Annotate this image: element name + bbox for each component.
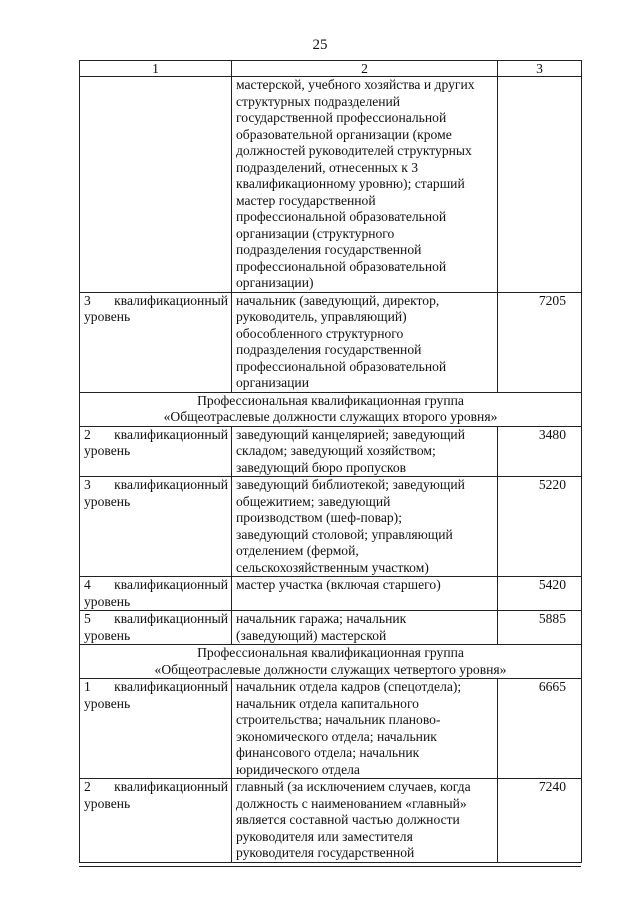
position-line: мастер участка (включая старшего) — [236, 577, 441, 592]
position-line: юридического отдела — [236, 761, 360, 777]
level-word: квалификационный — [114, 292, 228, 308]
position-line: экономического отдела; начальник — [236, 728, 437, 744]
position-line: подразделения государственной — [236, 342, 422, 357]
position-line: должностей руководителей структурных — [236, 143, 472, 158]
position-line: общежитием; заведующий — [236, 493, 391, 509]
level-unit: уровень — [84, 795, 131, 811]
level-label — [84, 577, 228, 594]
level-word: квалификационный — [114, 611, 228, 626]
position-line: структурных подразделений — [236, 93, 401, 109]
level-word: квалификационный — [114, 477, 228, 492]
level-cell — [80, 477, 232, 577]
position-line: руководителя или заместителя — [236, 828, 413, 844]
position-line: организации — [236, 375, 309, 390]
position-line: строительства; начальник планово- — [236, 712, 441, 727]
level-word: квалификационный — [114, 779, 228, 794]
position-cell — [232, 577, 498, 611]
position-line: начальник отдела кадров (спецотдела); — [236, 679, 462, 694]
position-line: государственной профессиональной — [236, 110, 447, 125]
table-row — [80, 477, 582, 577]
salary-cell: 7240 — [498, 779, 582, 863]
position-line: мастер государственной — [236, 192, 376, 208]
position-cell — [232, 611, 498, 645]
position-line: квалификационному уровню); старший — [236, 176, 465, 191]
level-cell — [80, 426, 232, 477]
position-line: мастерской, учебного хозяйства и других — [236, 77, 475, 92]
position-line: профессиональной образовательной — [236, 358, 447, 374]
salary-cell — [498, 77, 582, 293]
page-bottom-rule — [79, 866, 581, 867]
position-line: (заведующий) мастерской — [236, 627, 387, 643]
position-line: начальник гаража; начальник — [236, 611, 407, 626]
group-heading-cell — [80, 645, 582, 679]
position-line: руководитель, управляющий) — [236, 309, 407, 324]
level-unit: уровень — [84, 443, 131, 458]
position-line: заведующий библиотекой; заведующий — [236, 477, 465, 492]
position-line: производством (шеф-повар); — [236, 510, 402, 525]
level-word: квалификационный — [114, 577, 228, 592]
level-label — [84, 477, 228, 494]
column-header-2: 2 — [232, 61, 498, 77]
position-line: является составной частью должности — [236, 812, 460, 827]
level-number: 5 — [84, 611, 91, 626]
table-row — [80, 577, 582, 611]
table-row — [80, 292, 582, 392]
level-number: 3 — [84, 292, 91, 308]
position-line: главный (за исключением случаев, когда — [236, 779, 471, 794]
position-cell — [232, 292, 498, 392]
position-cell — [232, 779, 498, 863]
level-cell — [80, 577, 232, 611]
salary-table — [79, 60, 582, 863]
position-line: руководителя государственной — [236, 845, 415, 860]
position-line: образовательной организации (кроме — [236, 126, 452, 142]
position-line: профессиональной образовательной — [236, 258, 447, 274]
level-word: квалификационный — [114, 426, 228, 442]
position-line: должность с наименованием «главный» — [236, 795, 467, 811]
table-row — [80, 779, 582, 863]
level-unit: уровень — [84, 309, 131, 324]
level-unit: уровень — [84, 493, 131, 509]
table-row — [80, 77, 582, 293]
position-cell — [232, 426, 498, 477]
salary-cell: 5220 — [498, 477, 582, 577]
level-label — [84, 779, 228, 796]
position-cell — [232, 77, 498, 293]
group-heading-cell — [80, 392, 582, 426]
level-unit: уровень — [84, 695, 131, 711]
page-number: 25 — [312, 37, 328, 53]
level-label — [84, 679, 228, 696]
position-cell — [232, 679, 498, 779]
position-line: организации) — [236, 275, 314, 290]
table-row — [80, 611, 582, 645]
table-row — [80, 426, 582, 477]
position-line: подразделения государственной — [236, 242, 422, 257]
group-heading-row — [80, 392, 582, 426]
position-line: организации (структурного — [236, 225, 395, 241]
salary-cell: 5885 — [498, 611, 582, 645]
salary-cell: 6665 — [498, 679, 582, 779]
level-number: 4 — [84, 577, 91, 592]
level-number: 2 — [84, 779, 91, 794]
level-number: 2 — [84, 426, 91, 442]
position-line: заведующий бюро пропусков — [236, 459, 407, 475]
position-line: финансового отдела; начальник — [236, 745, 420, 760]
level-cell — [80, 611, 232, 645]
level-unit: уровень — [84, 627, 131, 643]
level-label — [84, 293, 228, 310]
position-line: подразделений, отнесенных к 3 — [236, 159, 419, 175]
level-unit: уровень — [84, 593, 131, 609]
table-row — [80, 679, 582, 779]
position-line: отделением (фермой, — [236, 543, 359, 558]
position-cell — [232, 477, 498, 577]
salary-cell: 7205 — [498, 292, 582, 392]
level-cell — [80, 779, 232, 863]
group-heading-line: «Общеотраслевые должности служащих четвертого уровня» — [154, 661, 507, 677]
position-line: сельскохозяйственным участком) — [236, 559, 429, 575]
position-line: начальник (заведующий, директор, — [236, 292, 440, 308]
level-label — [84, 427, 228, 444]
group-heading-line: Профессиональная квалификационная группа — [197, 392, 464, 408]
level-cell — [80, 679, 232, 779]
level-cell — [80, 292, 232, 392]
position-line: обособленного структурного — [236, 325, 404, 341]
column-header-3: 3 — [498, 61, 582, 77]
position-line: начальник отдела капитального — [236, 695, 419, 711]
salary-cell: 3480 — [498, 426, 582, 477]
position-line: заведующий канцелярией; заведующий — [236, 426, 465, 442]
salary-cell: 5420 — [498, 577, 582, 611]
position-line: профессиональной образовательной — [236, 209, 447, 224]
level-number: 3 — [84, 477, 91, 492]
level-cell — [80, 77, 232, 293]
group-heading-line: «Общеотраслевые должности служащих второго уровня» — [163, 409, 498, 424]
position-line: заведующий столовой; управляющий — [236, 526, 453, 542]
position-line: складом; заведующий хозяйством; — [236, 443, 436, 458]
group-heading-line: Профессиональная квалификационная группа — [197, 645, 464, 660]
column-header-1: 1 — [80, 61, 232, 77]
level-label — [84, 611, 228, 628]
level-number: 1 — [84, 679, 91, 694]
table-header-row — [80, 61, 582, 77]
level-word: квалификационный — [114, 679, 228, 694]
group-heading-row — [80, 645, 582, 679]
